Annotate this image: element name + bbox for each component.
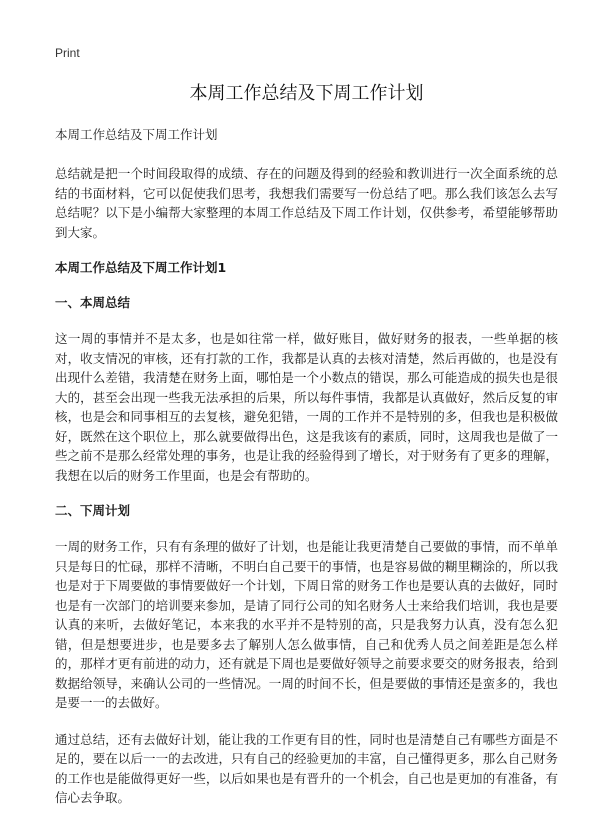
print-label: Print bbox=[55, 46, 80, 60]
section1-heading: 一、本周总结 bbox=[55, 295, 131, 310]
page-title: 本周工作总结及下周工作计划 bbox=[189, 83, 424, 104]
closing-paragraph: 通过总结，还有去做好计划，能让我的工作更有目的性，同时也是清楚自己有哪些方面是不足的，要在以后一一的去改进，只有自己的经验更加的丰富，自己懂得更多，那么自己财务的工作也是能做得更好一些，以后如果也是有晋升的一个机会，自己也是更加的有准备，有信心去争取。 bbox=[55, 731, 558, 805]
section2-paragraph: 一周的财务工作，只有有条理的做好了计划，也是能让我更清楚自己要做的事情，而不单单只是每日的忙碌，那样不清晰，不明白自己要干的事情，也是容易做的糊里糊涂的，所以我也是对于下周要做的事情要做好一个计划，下周日常的财务工作也是要认真的去做好，同时也是有一次部门的培训要来参加，是请了同行公司的知名财务人士来给我们培训，我也是要认真的来听，去做好笔记，本来我的水平并不是特别的高，只是我努力认真，没有怎么犯错，但是想要进步，也是要多去了解别人怎么做事情，自己和优秀人员之间差距是怎么样的，那样才更有前进的动力，还有就是下周也是要做好领导之前要求要交的财务报表，给到数据给领导，来确认公司的一些情况。一周的时间不长，但是要做的事情还是蛮多的，我也是要一一的去做好。 bbox=[55, 539, 558, 710]
article-heading: 本周工作总结及下周工作计划1 bbox=[55, 260, 227, 275]
document-subtitle: 本周工作总结及下周工作计划 bbox=[55, 127, 218, 142]
intro-paragraph: 总结就是把一个时间段取得的成绩、存在的问题及得到的经验和教训进行一次全面系统的总结的书面材料，它可以促使我们思考，我想我们需要写一份总结了吧。那么我们该怎么去写总结呢？以下是小编帮大家整理的本周工作总结及下周工作计划，仅供参考，希望能够帮助到大家。 bbox=[55, 166, 558, 240]
section2-heading: 二、下周计划 bbox=[55, 503, 131, 518]
section1-paragraph: 这一周的事情并不是太多，也是如往常一样，做好账目，做好财务的报表，一些单据的核对，收支情况的审核，还有打款的工作，我都是认真的去核对清楚，然后再做的，也是没有出现什么差错，我清楚在财务上面，哪怕是一个小数点的错误，那么可能造成的损失也是很大的，甚至会出现一些我无法承担的后果，所以每件事情，我都是认真做好，然后反复的审核，也是会和同事相互的去复核，避免犯错，一周的工作并不是特别的多，但我也是积极做好，既然在这个职位上，那么就要做得出色，这是我该有的素质，同时，这周我也是做了一些之前不是那么经常处理的事务，也是让我的经验得到了增长，对于财务有了更多的理解，我想在以后的财务工作里面，也是会有帮助的。 bbox=[55, 331, 558, 483]
